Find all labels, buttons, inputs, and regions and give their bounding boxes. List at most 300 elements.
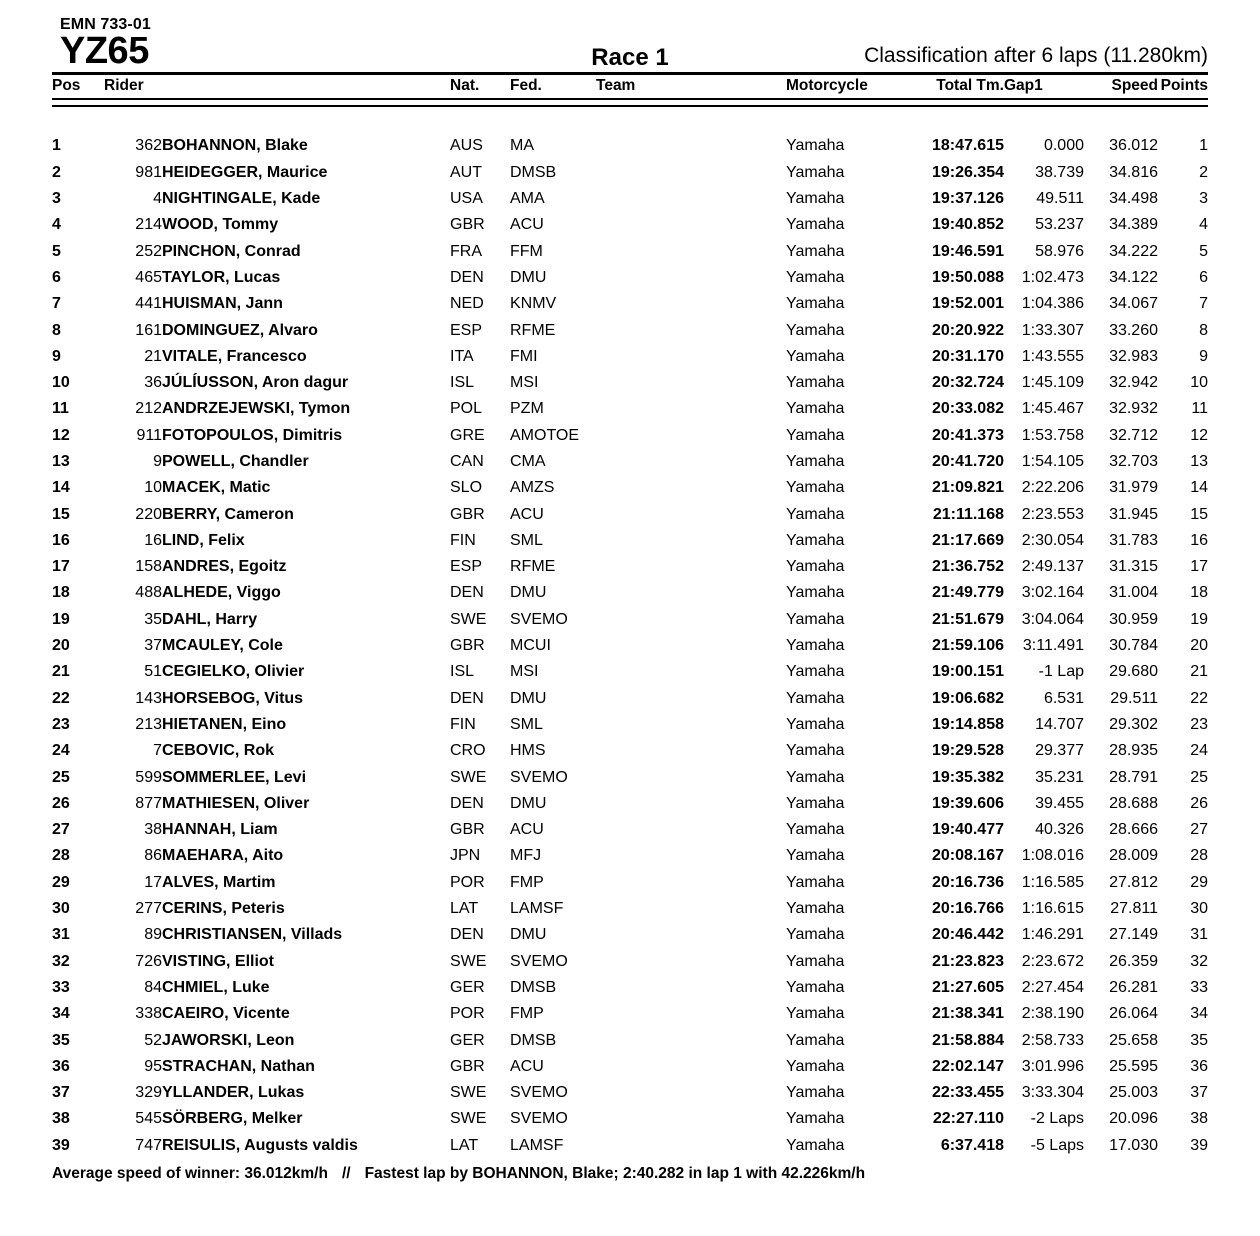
table-row bbox=[52, 659, 1208, 685]
cell-total-time: 20:08.167 bbox=[931, 847, 1004, 865]
cell-federation: KNMV bbox=[510, 295, 557, 313]
cell-team bbox=[596, 1027, 786, 1053]
cell-federation: DMU bbox=[510, 926, 547, 944]
cell-rider-name: SÖRBERG, Melker bbox=[162, 1110, 303, 1128]
cell-motorcycle: Yamaha bbox=[786, 610, 845, 628]
cell-nationality: AUT bbox=[450, 163, 482, 181]
cell-position: 26 bbox=[52, 794, 70, 812]
results-table-head bbox=[52, 75, 1208, 98]
cell-nationality: CAN bbox=[450, 453, 484, 470]
cell-position: 5 bbox=[52, 242, 61, 260]
cell-nationality: ESP bbox=[450, 321, 483, 339]
cell-team bbox=[596, 1080, 786, 1106]
cell-speed: 25.003 bbox=[1109, 1084, 1158, 1102]
cell-position: 17 bbox=[52, 558, 70, 576]
cell-speed: 27.811 bbox=[1110, 900, 1158, 918]
cell-motorcycle: Yamaha bbox=[786, 216, 845, 234]
cell-gap1: 1:08.016 bbox=[1021, 847, 1084, 865]
cell-rider-number: 465 bbox=[135, 268, 162, 286]
cell-team bbox=[596, 922, 786, 948]
cell-total-time: 20:41.720 bbox=[931, 453, 1004, 470]
cell-federation: DMSB bbox=[510, 1031, 557, 1049]
cell-team bbox=[596, 133, 786, 159]
cell-team bbox=[596, 975, 786, 1001]
cell-position: 27 bbox=[52, 821, 70, 839]
cell-points: 19 bbox=[1190, 610, 1208, 628]
cell-rider-number: 51 bbox=[144, 663, 162, 681]
cell-points: 26 bbox=[1190, 794, 1208, 812]
classification-note: Classification after 6 laps (11.280km) bbox=[864, 44, 1208, 67]
cell-speed: 30.959 bbox=[1109, 610, 1158, 628]
cell-team bbox=[596, 580, 786, 606]
cell-nationality: GBR bbox=[450, 216, 485, 234]
cell-rider-name: MAEHARA, Aito bbox=[162, 847, 284, 865]
cell-points: 34 bbox=[1190, 1005, 1208, 1023]
cell-nationality: GER bbox=[450, 978, 485, 996]
cell-nationality: ISL bbox=[450, 374, 475, 392]
cell-position: 33 bbox=[52, 978, 70, 996]
table-row bbox=[52, 160, 1208, 186]
cell-speed: 34.067 bbox=[1109, 295, 1158, 313]
table-row bbox=[52, 712, 1208, 738]
table-row bbox=[52, 186, 1208, 212]
cell-motorcycle: Yamaha bbox=[786, 531, 845, 549]
cell-federation: MSI bbox=[510, 374, 539, 392]
cell-motorcycle: Yamaha bbox=[786, 689, 845, 707]
cell-rider-name: HUISMAN, Jann bbox=[162, 295, 283, 313]
cell-federation: SVEMO bbox=[510, 1110, 568, 1128]
cell-rider-name: DAHL, Harry bbox=[162, 610, 258, 628]
cell-federation: SVEMO bbox=[510, 768, 568, 786]
cell-gap1: 29.377 bbox=[1035, 742, 1084, 760]
cell-gap1: 2:23.672 bbox=[1021, 952, 1084, 970]
cell-motorcycle: Yamaha bbox=[786, 374, 845, 392]
table-row bbox=[52, 449, 1208, 475]
cell-gap1: 53.237 bbox=[1035, 216, 1084, 234]
cell-gap1: 3:04.064 bbox=[1021, 610, 1084, 628]
cell-position: 39 bbox=[52, 1136, 70, 1154]
column-header-team: Team bbox=[596, 77, 636, 94]
cell-total-time: 19:39.606 bbox=[931, 794, 1004, 812]
cell-rider-name: SOMMERLEE, Levi bbox=[162, 768, 307, 786]
cell-federation: FFM bbox=[510, 242, 543, 260]
cell-speed: 17.030 bbox=[1109, 1136, 1158, 1154]
cell-team bbox=[596, 449, 786, 475]
cell-rider-number: 545 bbox=[135, 1110, 162, 1128]
cell-nationality: ITA bbox=[450, 347, 474, 365]
cell-position: 29 bbox=[52, 873, 70, 891]
cell-rider-name: POWELL, Chandler bbox=[162, 453, 309, 470]
cell-team bbox=[596, 686, 786, 712]
cell-total-time: 22:02.147 bbox=[931, 1057, 1004, 1075]
cell-position: 16 bbox=[52, 531, 70, 549]
cell-nationality: SWE bbox=[450, 768, 487, 786]
cell-nationality: GBR bbox=[450, 505, 485, 523]
cell-speed: 31.315 bbox=[1109, 558, 1158, 576]
cell-gap1: 6.531 bbox=[1043, 689, 1084, 707]
table-row bbox=[52, 843, 1208, 869]
cell-total-time: 21:38.341 bbox=[931, 1005, 1004, 1023]
cell-speed: 29.680 bbox=[1109, 663, 1158, 681]
cell-team bbox=[596, 633, 786, 659]
cell-speed: 27.812 bbox=[1109, 873, 1158, 891]
cell-motorcycle: Yamaha bbox=[786, 295, 845, 313]
cell-nationality: POL bbox=[450, 400, 483, 418]
table-row bbox=[52, 133, 1208, 159]
race-title: Race 1 bbox=[591, 44, 669, 71]
cell-rider-name: CEBOVIC, Rok bbox=[162, 742, 275, 760]
cell-rider-name: JAWORSKI, Leon bbox=[162, 1031, 295, 1049]
header-bottom-rule bbox=[52, 98, 1208, 107]
cell-motorcycle: Yamaha bbox=[786, 926, 845, 944]
table-row bbox=[52, 764, 1208, 790]
cell-position: 8 bbox=[52, 321, 61, 339]
table-row bbox=[52, 870, 1208, 896]
cell-speed: 34.498 bbox=[1109, 190, 1158, 208]
cell-team bbox=[596, 423, 786, 449]
cell-rider-number: 329 bbox=[135, 1084, 162, 1102]
cell-rider-name: LIND, Felix bbox=[162, 531, 245, 549]
results-table-body bbox=[52, 107, 1208, 1159]
cell-motorcycle: Yamaha bbox=[786, 321, 845, 339]
results-table-body-wrapper bbox=[52, 107, 1208, 1159]
cell-points: 12 bbox=[1190, 426, 1208, 444]
cell-total-time: 19:50.088 bbox=[931, 268, 1004, 286]
cell-rider-number: 4 bbox=[153, 190, 162, 208]
cell-gap1: 0.000 bbox=[1043, 137, 1084, 155]
cell-motorcycle: Yamaha bbox=[786, 1031, 845, 1049]
cell-points: 38 bbox=[1190, 1110, 1208, 1128]
cell-team bbox=[596, 949, 786, 975]
cell-total-time: 22:33.455 bbox=[931, 1084, 1004, 1102]
cell-speed: 32.712 bbox=[1109, 426, 1158, 444]
cell-motorcycle: Yamaha bbox=[786, 715, 845, 733]
cell-rider-name: FOTOPOULOS, Dimitris bbox=[162, 426, 343, 444]
table-row bbox=[52, 265, 1208, 291]
cell-rider-name: CHMIEL, Luke bbox=[162, 978, 270, 996]
cell-position: 24 bbox=[52, 742, 70, 760]
cell-rider-number: 212 bbox=[135, 400, 162, 418]
cell-total-time: 21:49.779 bbox=[931, 584, 1004, 602]
table-row bbox=[52, 738, 1208, 764]
cell-points: 23 bbox=[1190, 715, 1208, 733]
cell-points: 37 bbox=[1190, 1084, 1208, 1102]
cell-speed: 32.983 bbox=[1109, 347, 1158, 365]
footer-summary bbox=[52, 1165, 1208, 1183]
cell-rider-number: 21 bbox=[144, 347, 162, 365]
cell-speed: 28.666 bbox=[1109, 821, 1158, 839]
cell-rider-number: 362 bbox=[135, 137, 162, 155]
cell-team bbox=[596, 317, 786, 343]
cell-team bbox=[596, 186, 786, 212]
cell-federation: DMU bbox=[510, 794, 547, 812]
cell-position: 36 bbox=[52, 1057, 70, 1075]
cell-nationality: FRA bbox=[450, 242, 482, 260]
cell-rider-name: MATHIESEN, Oliver bbox=[162, 794, 310, 812]
table-row bbox=[52, 896, 1208, 922]
cell-nationality: GBR bbox=[450, 637, 485, 655]
cell-gap1: 2:58.733 bbox=[1021, 1031, 1084, 1049]
cell-motorcycle: Yamaha bbox=[786, 1084, 845, 1102]
cell-total-time: 21:51.679 bbox=[931, 610, 1004, 628]
cell-federation: DMU bbox=[510, 689, 547, 707]
cell-nationality: SWE bbox=[450, 1084, 487, 1102]
cell-nationality: DEN bbox=[450, 794, 484, 812]
cell-gap1: 3:02.164 bbox=[1021, 584, 1084, 602]
cell-speed: 28.688 bbox=[1109, 794, 1158, 812]
cell-motorcycle: Yamaha bbox=[786, 163, 845, 181]
cell-team bbox=[596, 764, 786, 790]
column-header-points: Points bbox=[1160, 77, 1208, 94]
cell-federation: MSI bbox=[510, 663, 539, 681]
cell-rider-name: NIGHTINGALE, Kade bbox=[162, 190, 321, 208]
cell-nationality: SWE bbox=[450, 1110, 487, 1128]
cell-rider-number: 277 bbox=[135, 900, 162, 918]
cell-rider-name: HIETANEN, Eino bbox=[162, 715, 287, 733]
cell-gap1: 1:43.555 bbox=[1021, 347, 1084, 365]
cell-motorcycle: Yamaha bbox=[786, 952, 845, 970]
cell-points: 31 bbox=[1190, 926, 1208, 944]
cell-motorcycle: Yamaha bbox=[786, 794, 845, 812]
cell-speed: 31.004 bbox=[1109, 584, 1158, 602]
cell-federation: SML bbox=[510, 531, 543, 549]
cell-federation: ACU bbox=[510, 821, 544, 839]
cell-motorcycle: Yamaha bbox=[786, 268, 845, 286]
cell-gap1: 35.231 bbox=[1035, 768, 1084, 786]
cell-rider-number: 36 bbox=[144, 374, 162, 392]
cell-team bbox=[596, 528, 786, 554]
cell-team bbox=[596, 1001, 786, 1027]
cell-points: 36 bbox=[1190, 1057, 1208, 1075]
cell-motorcycle: Yamaha bbox=[786, 137, 845, 155]
cell-federation: ACU bbox=[510, 505, 544, 523]
cell-position: 15 bbox=[52, 505, 70, 523]
table-row bbox=[52, 1054, 1208, 1080]
cell-rider-name: HORSEBOG, Vitus bbox=[162, 689, 304, 707]
cell-federation: AMOTOE bbox=[510, 426, 580, 444]
results-table bbox=[52, 75, 1208, 98]
cell-rider-name: BOHANNON, Blake bbox=[162, 137, 308, 155]
table-row bbox=[52, 949, 1208, 975]
cell-team bbox=[596, 738, 786, 764]
cell-speed: 29.511 bbox=[1110, 689, 1158, 707]
cell-team bbox=[596, 817, 786, 843]
cell-rider-name: VITALE, Francesco bbox=[162, 347, 307, 365]
cell-position: 25 bbox=[52, 768, 70, 786]
table-row bbox=[52, 975, 1208, 1001]
cell-total-time: 22:27.110 bbox=[932, 1110, 1004, 1128]
cell-gap1: -5 Laps bbox=[1030, 1136, 1084, 1154]
cell-team bbox=[596, 1054, 786, 1080]
cell-total-time: 19:40.852 bbox=[931, 216, 1004, 234]
cell-motorcycle: Yamaha bbox=[786, 742, 845, 760]
cell-speed: 29.302 bbox=[1109, 715, 1158, 733]
cell-nationality: GER bbox=[450, 1031, 485, 1049]
cell-motorcycle: Yamaha bbox=[786, 190, 845, 208]
cell-rider-name: ALVES, Martim bbox=[162, 873, 276, 891]
cell-rider-name: CAEIRO, Vicente bbox=[162, 1005, 290, 1023]
table-row bbox=[52, 238, 1208, 264]
cell-total-time: 19:14.858 bbox=[931, 715, 1004, 733]
cell-federation: SVEMO bbox=[510, 952, 568, 970]
cell-motorcycle: Yamaha bbox=[786, 847, 845, 865]
cell-speed: 25.658 bbox=[1109, 1031, 1158, 1049]
cell-total-time: 21:27.605 bbox=[931, 978, 1004, 996]
cell-gap1: 1:45.467 bbox=[1021, 400, 1084, 418]
cell-speed: 28.791 bbox=[1109, 768, 1158, 786]
cell-team bbox=[596, 212, 786, 238]
cell-nationality: DEN bbox=[450, 268, 484, 286]
cell-rider-name: TAYLOR, Lucas bbox=[162, 268, 281, 286]
cell-motorcycle: Yamaha bbox=[786, 584, 845, 602]
cell-gap1: 1:02.473 bbox=[1021, 268, 1084, 286]
cell-points: 22 bbox=[1190, 689, 1208, 707]
cell-gap1: 40.326 bbox=[1035, 821, 1084, 839]
cell-nationality: CRO bbox=[450, 742, 486, 760]
cell-nationality: DEN bbox=[450, 689, 484, 707]
cell-motorcycle: Yamaha bbox=[786, 1057, 845, 1075]
cell-total-time: 20:16.736 bbox=[931, 873, 1004, 891]
cell-speed: 28.935 bbox=[1109, 742, 1158, 760]
column-header-fed: Fed. bbox=[510, 77, 542, 94]
cell-rider-number: 877 bbox=[135, 794, 162, 812]
cell-federation: PZM bbox=[510, 400, 544, 418]
cell-points: 30 bbox=[1190, 900, 1208, 918]
table-row bbox=[52, 344, 1208, 370]
cell-gap1: 1:33.307 bbox=[1021, 321, 1084, 339]
cell-nationality: SWE bbox=[450, 952, 487, 970]
cell-federation: DMU bbox=[510, 268, 547, 286]
document-header bbox=[52, 0, 1208, 72]
cell-speed: 34.222 bbox=[1109, 242, 1158, 260]
cell-federation: DMSB bbox=[510, 978, 557, 996]
cell-motorcycle: Yamaha bbox=[786, 1110, 845, 1128]
cell-rider-number: 89 bbox=[144, 926, 162, 944]
cell-rider-number: 747 bbox=[135, 1136, 162, 1154]
cell-speed: 33.260 bbox=[1109, 321, 1158, 339]
cell-points: 25 bbox=[1190, 768, 1208, 786]
cell-total-time: 20:32.724 bbox=[931, 374, 1004, 392]
column-header-pos: Pos bbox=[52, 77, 81, 94]
cell-team bbox=[596, 870, 786, 896]
cell-points: 21 bbox=[1190, 663, 1208, 681]
cell-motorcycle: Yamaha bbox=[786, 663, 845, 681]
cell-gap1: 14.707 bbox=[1035, 715, 1084, 733]
cell-motorcycle: Yamaha bbox=[786, 1136, 845, 1154]
cell-motorcycle: Yamaha bbox=[786, 821, 845, 839]
cell-rider-number: 981 bbox=[135, 163, 162, 181]
cell-total-time: 21:11.168 bbox=[932, 505, 1004, 523]
cell-points: 29 bbox=[1190, 873, 1208, 891]
cell-rider-number: 338 bbox=[135, 1005, 162, 1023]
cell-position: 20 bbox=[52, 637, 70, 655]
table-row bbox=[52, 554, 1208, 580]
cell-federation: MA bbox=[510, 137, 534, 155]
cell-rider-number: 17 bbox=[144, 873, 162, 891]
cell-position: 11 bbox=[52, 400, 69, 418]
cell-rider-number: 252 bbox=[135, 242, 162, 260]
cell-federation: RFME bbox=[510, 321, 556, 339]
cell-rider-number: 7 bbox=[153, 742, 162, 760]
cell-points: 7 bbox=[1199, 295, 1208, 313]
cell-team bbox=[596, 843, 786, 869]
table-row bbox=[52, 1106, 1208, 1132]
cell-position: 30 bbox=[52, 900, 70, 918]
cell-rider-name: CHRISTIANSEN, Villads bbox=[162, 926, 343, 944]
cell-rider-name: ALHEDE, Viggo bbox=[162, 584, 281, 602]
cell-points: 1 bbox=[1199, 137, 1208, 155]
cell-total-time: 21:36.752 bbox=[931, 558, 1004, 576]
cell-gap1: 3:11.491 bbox=[1022, 637, 1084, 655]
cell-total-time: 19:26.354 bbox=[931, 163, 1004, 181]
cell-gap1: 1:16.615 bbox=[1021, 900, 1084, 918]
table-row bbox=[52, 1080, 1208, 1106]
cell-rider-number: 488 bbox=[135, 584, 162, 602]
cell-points: 11 bbox=[1191, 400, 1208, 418]
cell-rider-number: 726 bbox=[135, 952, 162, 970]
cell-federation: ACU bbox=[510, 1057, 544, 1075]
cell-points: 10 bbox=[1190, 374, 1208, 392]
cell-total-time: 20:16.766 bbox=[931, 900, 1004, 918]
cell-position: 21 bbox=[52, 663, 70, 681]
cell-points: 14 bbox=[1190, 479, 1208, 497]
cell-points: 20 bbox=[1190, 637, 1208, 655]
cell-speed: 26.281 bbox=[1109, 978, 1158, 996]
cell-nationality: GRE bbox=[450, 426, 485, 444]
cell-motorcycle: Yamaha bbox=[786, 900, 845, 918]
cell-points: 2 bbox=[1199, 163, 1208, 181]
cell-speed: 20.096 bbox=[1109, 1110, 1158, 1128]
cell-position: 7 bbox=[52, 295, 61, 313]
cell-speed: 27.149 bbox=[1109, 926, 1158, 944]
cell-rider-number: 599 bbox=[135, 768, 162, 786]
cell-speed: 34.389 bbox=[1109, 216, 1158, 234]
cell-rider-number: 143 bbox=[135, 689, 162, 707]
cell-total-time: 21:09.821 bbox=[931, 479, 1004, 497]
cell-rider-name: DOMINGUEZ, Alvaro bbox=[162, 321, 318, 339]
cell-points: 27 bbox=[1190, 821, 1208, 839]
cell-team bbox=[596, 1106, 786, 1132]
cell-team bbox=[596, 475, 786, 501]
cell-motorcycle: Yamaha bbox=[786, 426, 845, 444]
cell-speed: 26.064 bbox=[1109, 1005, 1158, 1023]
cell-federation: SML bbox=[510, 715, 543, 733]
cell-motorcycle: Yamaha bbox=[786, 637, 845, 655]
cell-speed: 28.009 bbox=[1109, 847, 1158, 865]
cell-team bbox=[596, 238, 786, 264]
event-code: EMN 733-01 bbox=[60, 16, 151, 33]
cell-federation: MCUI bbox=[510, 637, 551, 655]
cell-gap1: 2:27.454 bbox=[1021, 978, 1084, 996]
cell-rider-number: 52 bbox=[144, 1031, 162, 1049]
cell-total-time: 19:52.001 bbox=[931, 295, 1004, 313]
cell-total-time: 21:59.106 bbox=[931, 637, 1004, 655]
cell-gap1: 2:49.137 bbox=[1021, 558, 1084, 576]
cell-total-time: 21:58.884 bbox=[931, 1031, 1004, 1049]
cell-rider-number: 161 bbox=[135, 321, 162, 339]
cell-total-time: 19:06.682 bbox=[931, 689, 1004, 707]
cell-motorcycle: Yamaha bbox=[786, 978, 845, 996]
cell-rider-name: CERINS, Peteris bbox=[162, 900, 285, 918]
cell-team bbox=[596, 370, 786, 396]
table-row bbox=[52, 423, 1208, 449]
cell-motorcycle: Yamaha bbox=[786, 479, 845, 497]
cell-team bbox=[596, 896, 786, 922]
cell-rider-name: REISULIS, Augusts valdis bbox=[162, 1136, 358, 1154]
cell-team bbox=[596, 291, 786, 317]
cell-position: 4 bbox=[52, 216, 61, 234]
cell-position: 13 bbox=[52, 453, 70, 470]
